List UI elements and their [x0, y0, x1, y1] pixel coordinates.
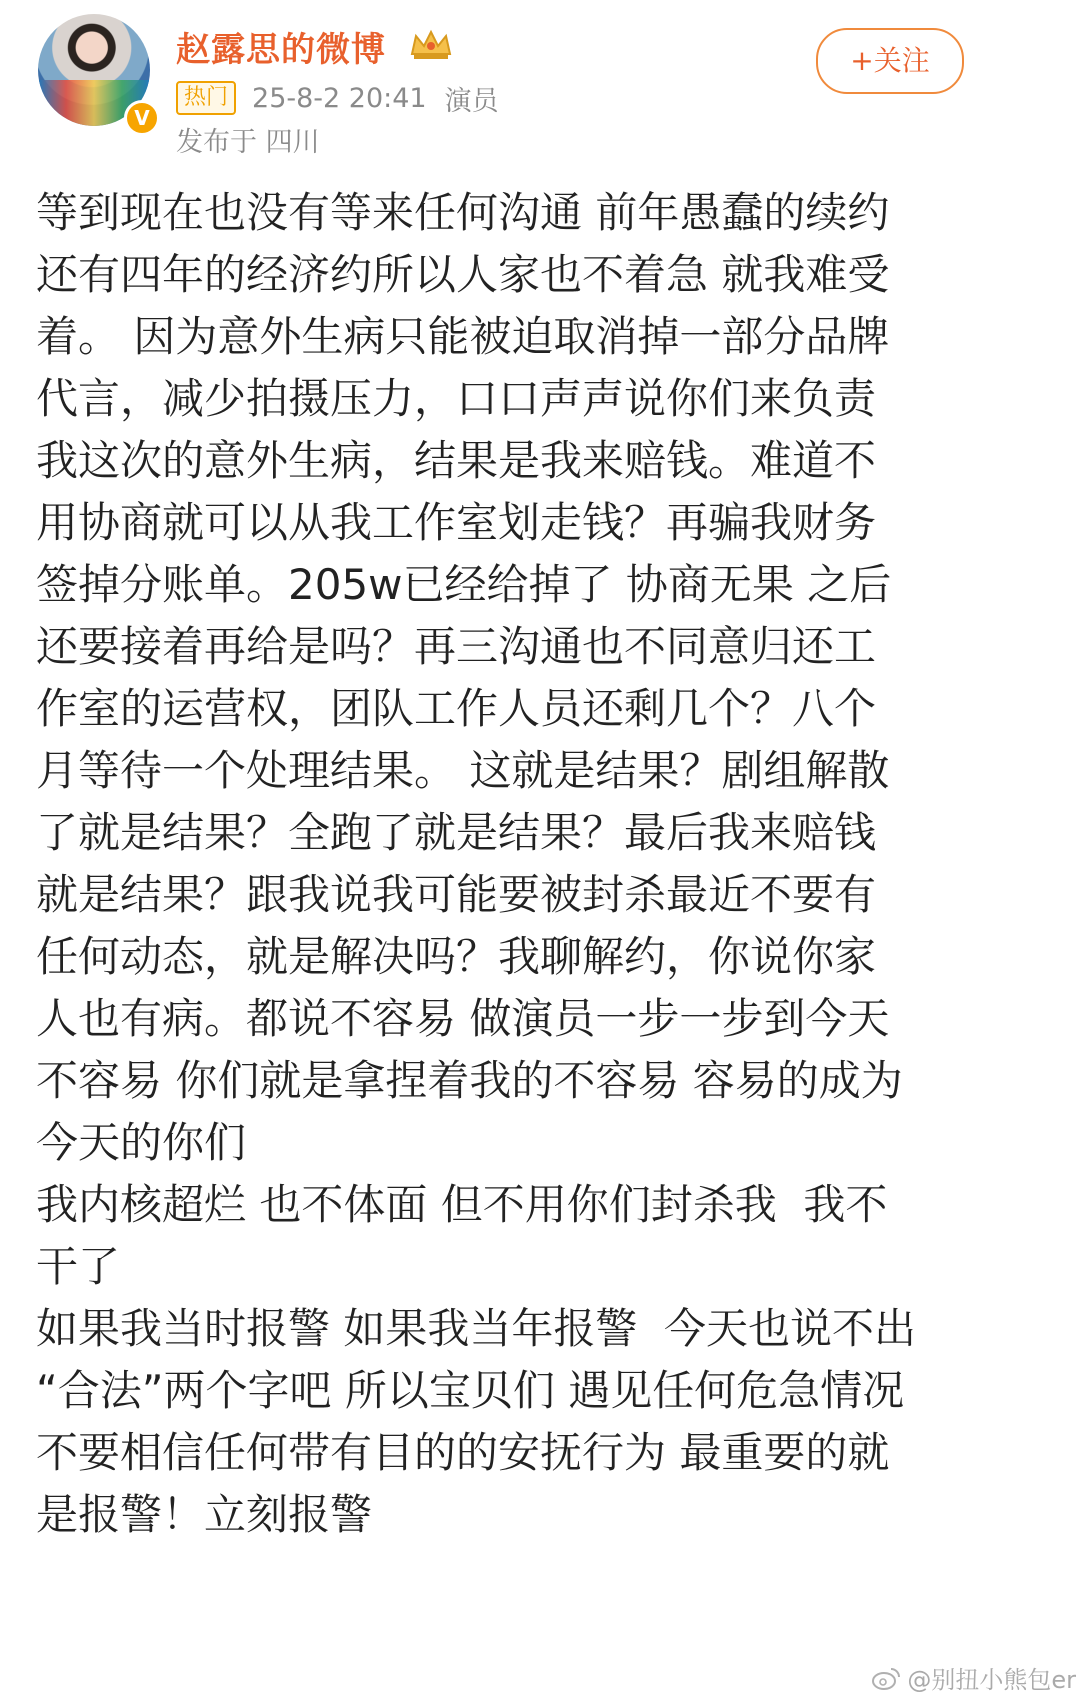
- watermark-text: @别扭小熊包er: [907, 1666, 1076, 1694]
- post-header: [38, 14, 1042, 164]
- post-time: 25-8-2 20:41: [252, 82, 427, 114]
- user-name[interactable]: 赵露思的微博: [176, 30, 386, 70]
- weibo-icon: [871, 1665, 901, 1691]
- post-paragraph: 我内核超烂 也不体面 但不用你们封杀我 我不 干了: [36, 1180, 888, 1291]
- watermark: [871, 1660, 1076, 1695]
- user-identity: 演员: [444, 85, 499, 117]
- follow-button[interactable]: +关注: [816, 28, 964, 94]
- post-content: [36, 182, 1040, 1546]
- post-location: 发布于 四川: [176, 127, 320, 158]
- crown-icon: [408, 28, 454, 62]
- post-paragraph: 如果我当时报警 如果我当年报警 今天也说不出 “合法”两个字吧 所以宝贝们 遇见任何危急情况 不要相信任何带有目的的安抚行为 最重要的就 是报警！立刻报警: [36, 1304, 917, 1539]
- verified-badge-icon: V: [124, 100, 160, 136]
- post-meta: [176, 80, 499, 116]
- post-paragraph: 等到现在也没有等来任何沟通 前年愚蠢的续约 还有四年的经济约所以人家也不着急 就我难受 着。 因为意外生病只能被迫取消掉一部分品牌 代言，减少拍摄压力，口口声声说你们来负责 我这次的意外生病，结果是我来赔钱。难道不 用协商就可以从我工作室划走钱？再骗我财务 签掉分账单。205w已经给掉了 协商无果 之后 还要接着再给是吗？再三沟通也不同意归还工 作室的运营权，团队工作人员还剩几个？八个 月等待一个处理结果。 这就是结果？剧组解散 了就是结果？全跑了就是结果？最后我来赔钱 就是结果？跟我说我可能要被封杀最近不要有 任何动态，就是解决吗？我聊解约，你说你家 人也有病。都说不容易 做演员一步一步到今天 不容易 你们就是拿捏着我的不容易 容易的成为 今天的你们: [36, 188, 903, 1167]
- hot-tag: 热门: [176, 81, 236, 115]
